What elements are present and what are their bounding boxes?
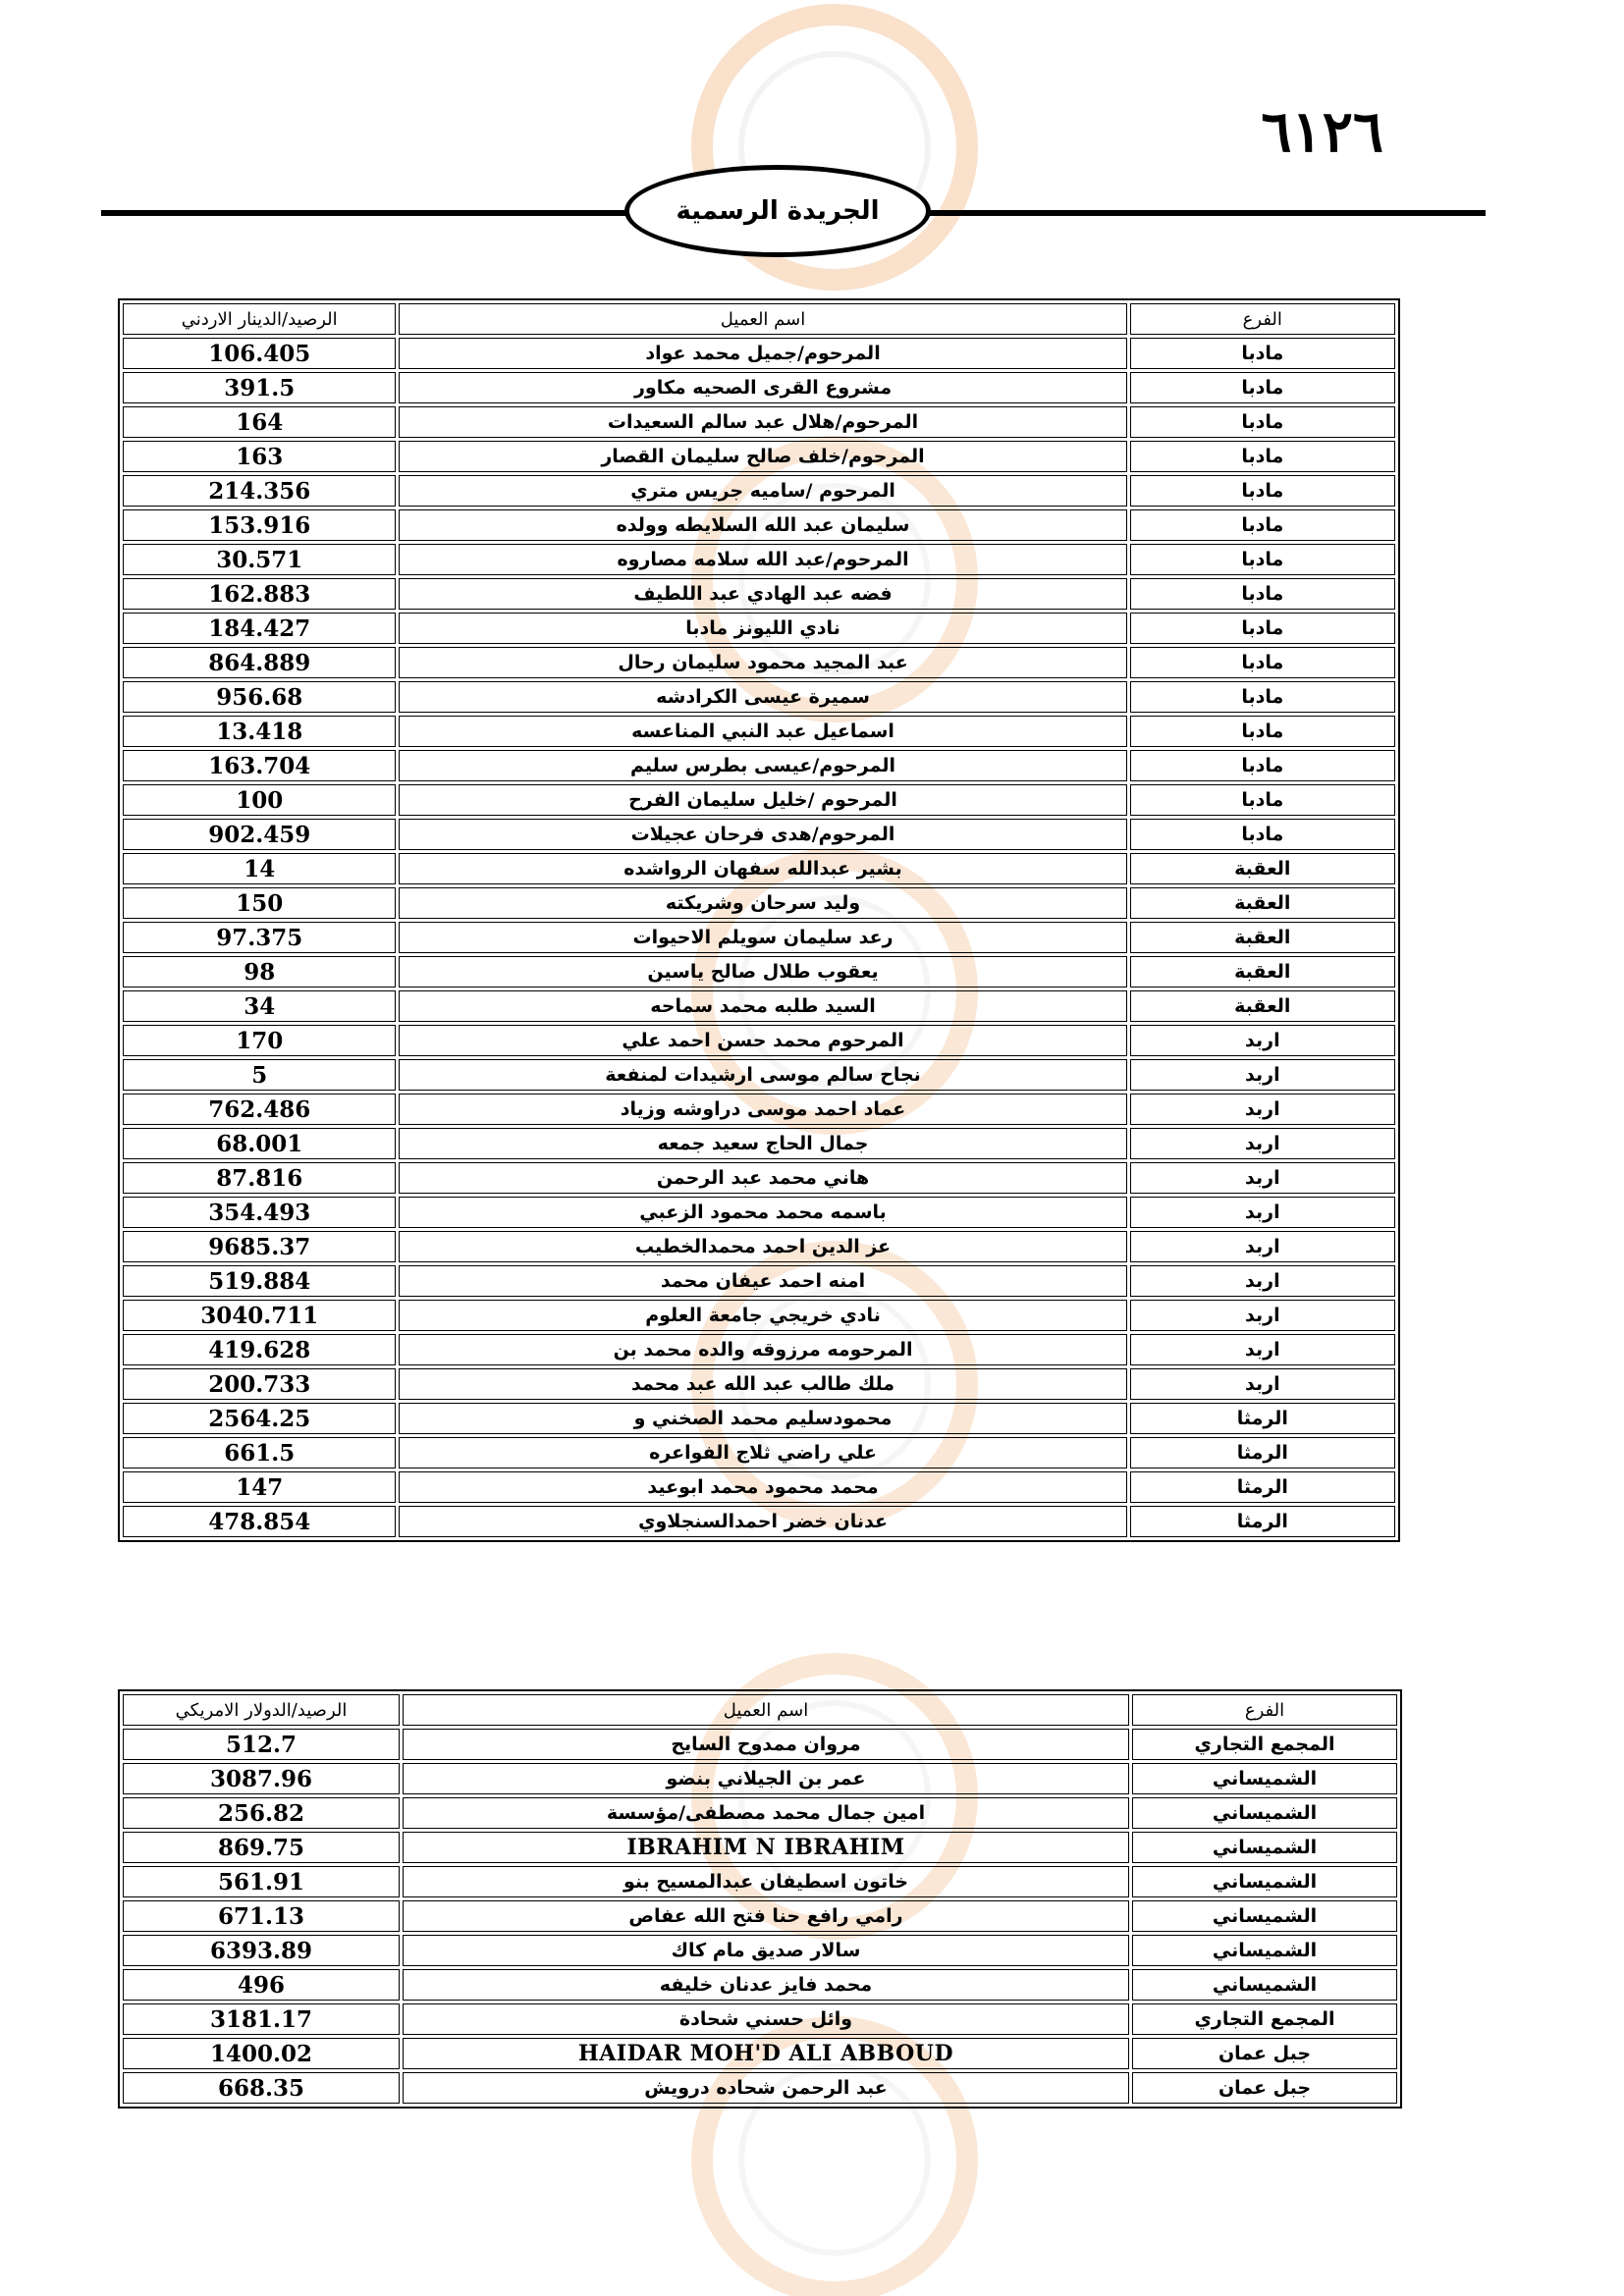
branch-cell: مادبا	[1130, 613, 1395, 644]
table-row	[123, 441, 1395, 472]
balance-cell: 3181.17	[123, 2003, 400, 2035]
client-name-cell: المرحوم/هدى فرحان عجيلات	[399, 819, 1126, 850]
branch-cell: مادبا	[1130, 544, 1395, 575]
balance-cell: 163.704	[123, 750, 396, 781]
branch-cell: مادبا	[1130, 578, 1395, 610]
balance-cell: 34	[123, 990, 396, 1022]
table-row	[123, 2003, 1397, 2035]
branch-cell: مادبا	[1130, 750, 1395, 781]
table-row	[123, 1128, 1395, 1159]
balance-cell: 496	[123, 1969, 400, 2001]
client-name-cell: بشير عبدالله سفهان الرواشده	[399, 853, 1126, 884]
branch-cell: اربد	[1130, 1265, 1395, 1297]
branch-cell: مادبا	[1130, 372, 1395, 403]
branch-cell: مادبا	[1130, 819, 1395, 850]
branch-cell: العقبة	[1130, 887, 1395, 919]
client-name-cell: ملك طالب عبد الله عبد محمد	[399, 1368, 1126, 1400]
branch-cell: جبل عمان	[1132, 2038, 1397, 2069]
client-name-cell: عدنان خضر احمدالسنجلاوي	[399, 1506, 1126, 1537]
client-name-cell: هاني محمد عبد الرحمن	[399, 1162, 1126, 1194]
client-name-cell: المرحوم/عيسى بطرس سليم	[399, 750, 1126, 781]
balance-cell: 1400.02	[123, 2038, 400, 2069]
client-name-cell: فضه عبد الهادي عبد اللطيف	[399, 578, 1126, 610]
client-name-cell: المرحوم /خليل سليمان الفرح	[399, 784, 1126, 816]
balance-cell: 13.418	[123, 716, 396, 747]
branch-cell: اربد	[1130, 1059, 1395, 1091]
table-row	[123, 1025, 1395, 1056]
table-row	[123, 1403, 1395, 1434]
client-name-cell: المرحوم/خلف صالح سليمان القصار	[399, 441, 1126, 472]
table-row	[123, 1832, 1397, 1863]
table-row	[123, 475, 1395, 507]
balance-cell: 354.493	[123, 1197, 396, 1228]
client-name-cell: المرحوم محمد حسن احمد علي	[399, 1025, 1126, 1056]
table-row	[123, 1969, 1397, 2001]
table-row	[123, 853, 1395, 884]
balance-cell: 87.816	[123, 1162, 396, 1194]
balances-jod-table	[118, 298, 1400, 1542]
client-name-cell: علي راضي ثلاج الفواعره	[399, 1437, 1126, 1468]
branch-cell: المجمع التجاري	[1132, 1729, 1397, 1760]
branch-cell: الرمثا	[1130, 1506, 1395, 1537]
client-name-cell: سالار صديق مام كاك	[403, 1935, 1129, 1966]
table-header-row	[123, 1694, 1397, 1726]
table-row	[123, 681, 1395, 713]
balance-cell: 956.68	[123, 681, 396, 713]
table-row	[123, 1506, 1395, 1537]
table-row	[123, 956, 1395, 988]
branch-cell: العقبة	[1130, 853, 1395, 884]
table-row	[123, 544, 1395, 575]
usd-rows	[123, 1729, 1397, 2104]
table-row	[123, 2072, 1397, 2104]
table-row	[123, 1162, 1395, 1194]
column-header-branch: الفرع	[1132, 1694, 1397, 1726]
table-row	[123, 1866, 1397, 1897]
balance-cell: 419.628	[123, 1334, 396, 1365]
branch-cell: مادبا	[1130, 338, 1395, 369]
balance-cell: 668.35	[123, 2072, 400, 2104]
client-name-cell: نجاح سالم موسى ارشيدات لمنفعة	[399, 1059, 1126, 1091]
branch-cell: اربد	[1130, 1094, 1395, 1125]
balance-cell: 478.854	[123, 1506, 396, 1537]
branch-cell: مادبا	[1130, 784, 1395, 816]
table-row	[123, 990, 1395, 1022]
branch-cell: مادبا	[1130, 441, 1395, 472]
branch-cell: الرمثا	[1130, 1437, 1395, 1468]
client-name-cell: المرحوم/هلال عبد سالم السعيدات	[399, 406, 1126, 438]
branch-cell: الشميساني	[1132, 1832, 1397, 1863]
table-row	[123, 1094, 1395, 1125]
client-name-cell: امين جمال محمد مصطفى/مؤسسة	[403, 1797, 1129, 1829]
balance-cell: 150	[123, 887, 396, 919]
balance-cell: 3087.96	[123, 1763, 400, 1794]
branch-cell: مادبا	[1130, 647, 1395, 678]
table-row	[123, 1265, 1395, 1297]
balance-cell: 153.916	[123, 509, 396, 541]
table-row	[123, 1059, 1395, 1091]
table-row	[123, 716, 1395, 747]
balance-cell: 164	[123, 406, 396, 438]
table-row	[123, 613, 1395, 644]
table-header-row	[123, 303, 1395, 335]
table-row	[123, 1729, 1397, 1760]
balances-usd-table	[118, 1689, 1402, 2109]
balance-cell: 864.889	[123, 647, 396, 678]
table-row	[123, 819, 1395, 850]
branch-cell: اربد	[1130, 1368, 1395, 1400]
balance-cell: 902.459	[123, 819, 396, 850]
branch-cell: العقبة	[1130, 990, 1395, 1022]
branch-cell: اربد	[1130, 1162, 1395, 1194]
client-name-cell: نادي خريجي جامعة العلوم	[399, 1300, 1126, 1331]
table-row	[123, 1368, 1395, 1400]
client-name-cell: المرحوم /ساميه جريس متري	[399, 475, 1126, 507]
balance-cell: 200.733	[123, 1368, 396, 1400]
table-row	[123, 1334, 1395, 1365]
client-name-cell: عبد الرحمن شحاده درويش	[403, 2072, 1129, 2104]
balance-cell: 561.91	[123, 1866, 400, 1897]
client-name-cell: سليمان عبد الله السلايطه وولده	[399, 509, 1126, 541]
client-name-cell: عماد احمد موسى دراوشه وزياد	[399, 1094, 1126, 1125]
table-row	[123, 647, 1395, 678]
client-name-cell: جمال الحاج سعيد جمعه	[399, 1128, 1126, 1159]
table-row	[123, 578, 1395, 610]
balance-cell: 2564.25	[123, 1403, 396, 1434]
client-name-cell: مروان ممدوح السايح	[403, 1729, 1129, 1760]
client-name-cell: IBRAHIM N IBRAHIM	[403, 1832, 1129, 1863]
table-row	[123, 338, 1395, 369]
branch-cell: مادبا	[1130, 406, 1395, 438]
branch-cell: اربد	[1130, 1231, 1395, 1262]
branch-cell: العقبة	[1130, 956, 1395, 988]
column-header-name: اسم العميل	[399, 303, 1126, 335]
balance-cell: 762.486	[123, 1094, 396, 1125]
table-row	[123, 509, 1395, 541]
column-header-balance: الرصيد/الدولار الامريكي	[123, 1694, 400, 1726]
branch-cell: الرمثا	[1130, 1403, 1395, 1434]
balance-cell: 512.7	[123, 1729, 400, 1760]
client-name-cell: نادي الليونز مادبا	[399, 613, 1126, 644]
balance-cell: 163	[123, 441, 396, 472]
branch-cell: جبل عمان	[1132, 2072, 1397, 2104]
table-row	[123, 406, 1395, 438]
table-row	[123, 372, 1395, 403]
branch-cell: الرمثا	[1130, 1471, 1395, 1503]
balance-cell: 162.883	[123, 578, 396, 610]
branch-cell: اربد	[1130, 1025, 1395, 1056]
table-row	[123, 887, 1395, 919]
client-name-cell: سميرة عيسى الكرادشه	[399, 681, 1126, 713]
balance-cell: 14	[123, 853, 396, 884]
balance-cell: 671.13	[123, 1900, 400, 1932]
balance-cell: 170	[123, 1025, 396, 1056]
table-row	[123, 1935, 1397, 1966]
branch-cell: الشميساني	[1132, 1866, 1397, 1897]
client-name-cell: اسماعيل عبد النبي المناعسه	[399, 716, 1126, 747]
client-name-cell: محمودسليم محمد الصخني و	[399, 1403, 1126, 1434]
client-name-cell: خاتون اسطيفان عبدالمسيح بنو	[403, 1866, 1129, 1897]
client-name-cell: HAIDAR MOH'D ALI ABBOUD	[403, 2038, 1129, 2069]
branch-cell: اربد	[1130, 1300, 1395, 1331]
branch-cell: مادبا	[1130, 475, 1395, 507]
table-row	[123, 1900, 1397, 1932]
client-name-cell: المرحوم/عبد الله سلامه مصاروه	[399, 544, 1126, 575]
balance-cell: 184.427	[123, 613, 396, 644]
table-row	[123, 1437, 1395, 1468]
balance-cell: 869.75	[123, 1832, 400, 1863]
branch-cell: الشميساني	[1132, 1935, 1397, 1966]
branch-cell: مادبا	[1130, 681, 1395, 713]
client-name-cell: محمد فايز عدنان خليفه	[403, 1969, 1129, 2001]
column-header-name: اسم العميل	[403, 1694, 1129, 1726]
gazette-title: الجريدة الرسمية	[676, 196, 880, 226]
balance-cell: 97.375	[123, 922, 396, 953]
client-name-cell: امنه احمد عيفان محمد	[399, 1265, 1126, 1297]
branch-cell: اربد	[1130, 1128, 1395, 1159]
client-name-cell: رامي رافع حنا فتح الله عفاص	[403, 1900, 1129, 1932]
gazette-title-oval	[624, 165, 931, 257]
branch-cell: الشميساني	[1132, 1900, 1397, 1932]
table-row	[123, 784, 1395, 816]
branch-cell: اربد	[1130, 1197, 1395, 1228]
table-row	[123, 1763, 1397, 1794]
client-name-cell: عز الدين احمد محمدالخطيب	[399, 1231, 1126, 1262]
balance-cell: 30.571	[123, 544, 396, 575]
client-name-cell: محمد محمود محمد ابوعيد	[399, 1471, 1126, 1503]
branch-cell: العقبة	[1130, 922, 1395, 953]
client-name-cell: السيد طلبه محمد سماحه	[399, 990, 1126, 1022]
balance-cell: 147	[123, 1471, 396, 1503]
branch-cell: الشميساني	[1132, 1969, 1397, 2001]
jod-rows	[123, 338, 1395, 1537]
client-name-cell: عمر بن الجيلاني بنضو	[403, 1763, 1129, 1794]
table-row	[123, 1797, 1397, 1829]
client-name-cell: المرحومه مرزوقه والده محمد بن	[399, 1334, 1126, 1365]
table-row	[123, 1197, 1395, 1228]
branch-cell: مادبا	[1130, 509, 1395, 541]
balance-cell: 68.001	[123, 1128, 396, 1159]
client-name-cell: وائل حسني شحادة	[403, 2003, 1129, 2035]
column-header-branch: الفرع	[1130, 303, 1395, 335]
table-row	[123, 750, 1395, 781]
balance-cell: 5	[123, 1059, 396, 1091]
column-header-balance: الرصيد/الدينار الاردني	[123, 303, 396, 335]
balance-cell: 6393.89	[123, 1935, 400, 1966]
client-name-cell: باسمه محمد محمود الزعبي	[399, 1197, 1126, 1228]
table-row	[123, 1471, 1395, 1503]
balance-cell: 519.884	[123, 1265, 396, 1297]
balance-cell: 3040.711	[123, 1300, 396, 1331]
client-name-cell: المرحوم/جميل محمد عواد	[399, 338, 1126, 369]
table-row	[123, 922, 1395, 953]
balance-cell: 256.82	[123, 1797, 400, 1829]
branch-cell: مادبا	[1130, 716, 1395, 747]
branch-cell: الشميساني	[1132, 1763, 1397, 1794]
balance-cell: 100	[123, 784, 396, 816]
balance-cell: 214.356	[123, 475, 396, 507]
client-name-cell: رعد سليمان سويلم الاحيوات	[399, 922, 1126, 953]
client-name-cell: مشروع القرى الصحيه مكاور	[399, 372, 1126, 403]
balance-cell: 106.405	[123, 338, 396, 369]
page-number: ٦١٢٦	[1261, 98, 1383, 165]
branch-cell: المجمع التجاري	[1132, 2003, 1397, 2035]
balance-cell: 9685.37	[123, 1231, 396, 1262]
client-name-cell: عبد المجيد محمود سليمان رحال	[399, 647, 1126, 678]
table-row	[123, 1231, 1395, 1262]
balance-cell: 661.5	[123, 1437, 396, 1468]
table-row	[123, 2038, 1397, 2069]
client-name-cell: يعقوب طلال صالح ياسين	[399, 956, 1126, 988]
balance-cell: 98	[123, 956, 396, 988]
balance-cell: 391.5	[123, 372, 396, 403]
table-row	[123, 1300, 1395, 1331]
client-name-cell: وليد سرحان وشريكته	[399, 887, 1126, 919]
branch-cell: الشميساني	[1132, 1797, 1397, 1829]
branch-cell: اربد	[1130, 1334, 1395, 1365]
